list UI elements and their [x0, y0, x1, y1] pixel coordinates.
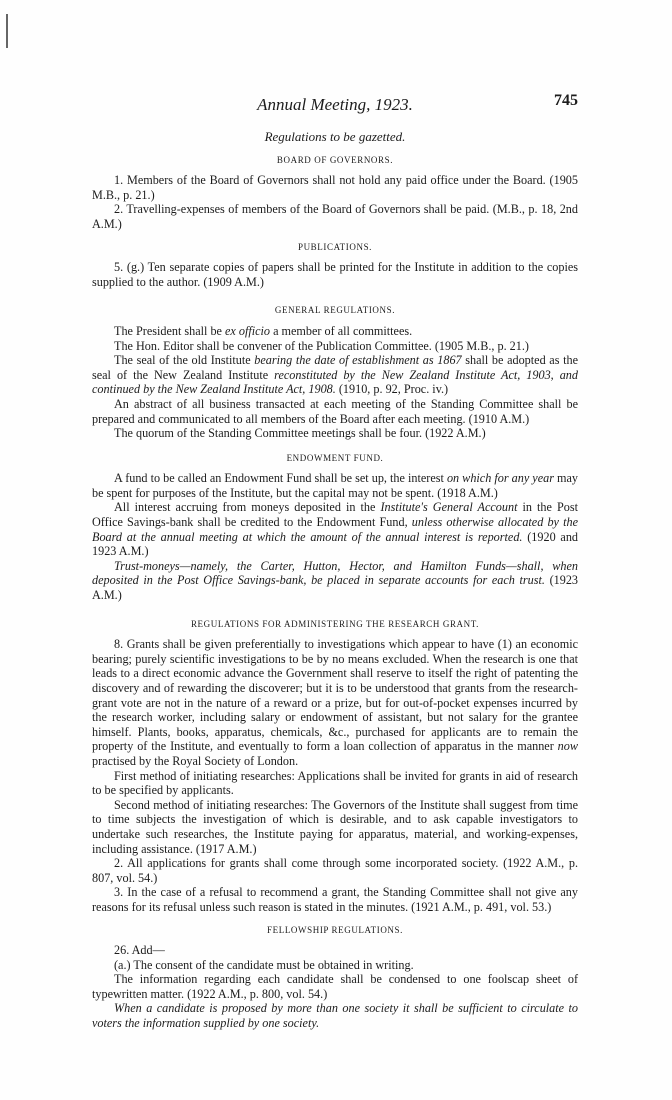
- italic-run: on which for any year: [446, 471, 554, 486]
- board-paragraph-1: 1. Members of the Board of Governors shall not hold any paid office under the Board. (1905 M.B., p. 21.): [92, 173, 578, 202]
- text-run: practised by the Royal Society of London.: [92, 753, 299, 768]
- fellowship-paragraph-4: [92, 1001, 578, 1030]
- text-run: The President shall be: [114, 323, 226, 338]
- research-paragraph-5: 3. In the case of a refusal to recommend a grant, the Standing Committee shall not give any reasons for its refusal unless such reason is stated in the minutes. (1921 A.M., p. 491, vol. 53.): [92, 885, 578, 914]
- board-paragraph-2: 2. Travelling-expenses of members of the Board of Governors shall be paid. (M.B., p. 18, 2nd A.M.): [92, 202, 578, 231]
- italic-run: now: [557, 739, 578, 754]
- page-number: 745: [554, 92, 578, 109]
- text-run: A fund to be called an Endowment Fund shall be set up, the interest: [114, 471, 447, 486]
- endowment-heading: ENDOWMENT FUND.: [286, 452, 384, 463]
- research-paragraph-3: Second method of initiating researches: The Governors of the Institute shall suggest from time to time subjects the investigation of which is desirable, and to ask capable investigators to undertake such researches, the Institute paying for apparatus, material, and working-expenses, including assistance. (1917 A.M.): [92, 797, 578, 856]
- publications-paragraph-1: 5. (g.) Ten separate copies of papers shall be printed for the Institute in addition to the copies supplied to the author. (1909 A.M.): [92, 260, 578, 289]
- general-paragraph-2: The Hon. Editor shall be convener of the Publication Committee. (1905 M.B., p. 21.): [114, 338, 529, 353]
- endowment-paragraph-3: [92, 559, 578, 603]
- general-paragraph-1: [92, 324, 578, 339]
- italic-run: ex officio: [225, 323, 271, 338]
- page: [92, 92, 578, 1031]
- text-run: The seal of the old Institute: [114, 353, 255, 368]
- italic-run: reconstituted by the New Zealand Institute Act, 1903, and continued by the New Zealand Institute Act, 1908.: [92, 367, 578, 397]
- fellowship-heading: FELLOWSHIP REGULATIONS.: [267, 924, 403, 935]
- text-run: a member of all committees.: [270, 323, 413, 338]
- research-paragraph-1: [92, 637, 578, 768]
- research-heading: REGULATIONS FOR ADMINISTERING THE RESEARCH GRANT.: [190, 618, 480, 629]
- text-run: All interest accruing from moneys deposited in the: [114, 500, 381, 515]
- general-paragraph-5: The quorum of the Standing Committee meetings shall be four. (1922 A.M.): [114, 426, 486, 441]
- board-heading: BOARD OF GOVERNORS.: [276, 154, 394, 165]
- text-run: 8. Grants shall be given preferentially to investigations which appear to have (1) an economic bearing; purely scientific investigations to be by no means excluded. When the research is one that leads to a direct economic advance the Government shall reserve to itself the right of patenting the discovery and of rewarding the discoverer; but it is to be understood that grants from the research-grant vote are not in the nature of a reward or a prize, but for out-of-pocket expenses incurred by the research worker, including salary or endowment of assistant, but not salary for the grantee himself. Plants, books, apparatus, chemicals, &c., purchased for applicants are to remain the property of the Institute, and eventually to form a loan collection of apparatus in the manner: [92, 637, 578, 754]
- text-run: (1920 and 1923 A.M.): [92, 529, 579, 559]
- running-title: Annual Meeting, 1923.: [257, 95, 413, 114]
- italic-run: unless otherwise allocated by the Board at the annual meeting at which the amount of the annual interest is reported.: [92, 515, 579, 544]
- general-heading: GENERAL REGULATIONS.: [274, 305, 396, 316]
- publications-heading: PUBLICATIONS.: [297, 241, 373, 252]
- text-run: (1923 A.M.): [92, 573, 579, 603]
- general-paragraph-3: [92, 353, 578, 397]
- endowment-paragraph-1: [92, 471, 578, 500]
- text-run: shall be adopted as the seal of the New Zealand Institute: [92, 353, 578, 382]
- text-run: (1910, p. 92, Proc. iv.): [335, 382, 449, 397]
- margin-mark: [6, 14, 8, 48]
- endowment-paragraph-2: [92, 500, 578, 558]
- text-run: may be spent for purposes of the Institute, but the capital may not be spent. (1918 A.M.): [92, 471, 579, 500]
- research-paragraph-2: First method of initiating researches: Applications shall be invited for grants in aid of research to be specified by applicants.: [92, 768, 578, 798]
- italic-run: When a candidate is proposed by more than one society it shall be sufficient to circulate to voters the information supplied by one society.: [92, 1001, 578, 1031]
- italic-run: Trust-moneys—namely, the Carter, Hutton, Hector, and Hamilton Funds—shall, when deposited in the Post Office Savings-bank, be placed in separate accounts for each trust.: [92, 558, 578, 588]
- fellowship-paragraph-2: (a.) The consent of the candidate must be obtained in writing.: [114, 957, 414, 972]
- italic-run: Institute's General Account: [380, 500, 518, 515]
- research-paragraph-4: 2. All applications for grants shall come through some incorporated society. (1922 A.M., p. 807, vol. 54.): [92, 856, 578, 885]
- text-run: in the Post Office Savings-bank shall be credited to the Endowment Fund,: [92, 500, 578, 530]
- fellowship-paragraph-1: 26. Add—: [114, 943, 165, 958]
- running-head: [92, 92, 578, 118]
- fellowship-paragraph-3: The information regarding each candidate shall be condensed to one foolscap sheet of typewritten matter. (1922 A.M., p. 800, vol. 54.): [92, 972, 578, 1001]
- italic-run: bearing the date of establishment as 1867: [254, 353, 462, 368]
- general-paragraph-4: An abstract of all business transacted at each meeting of the Standing Committee shall be prepared and communicated to all members of the Board after each meeting. (1910 A.M.): [92, 396, 578, 426]
- sub-heading: Regulations to be gazetted.: [264, 129, 406, 144]
